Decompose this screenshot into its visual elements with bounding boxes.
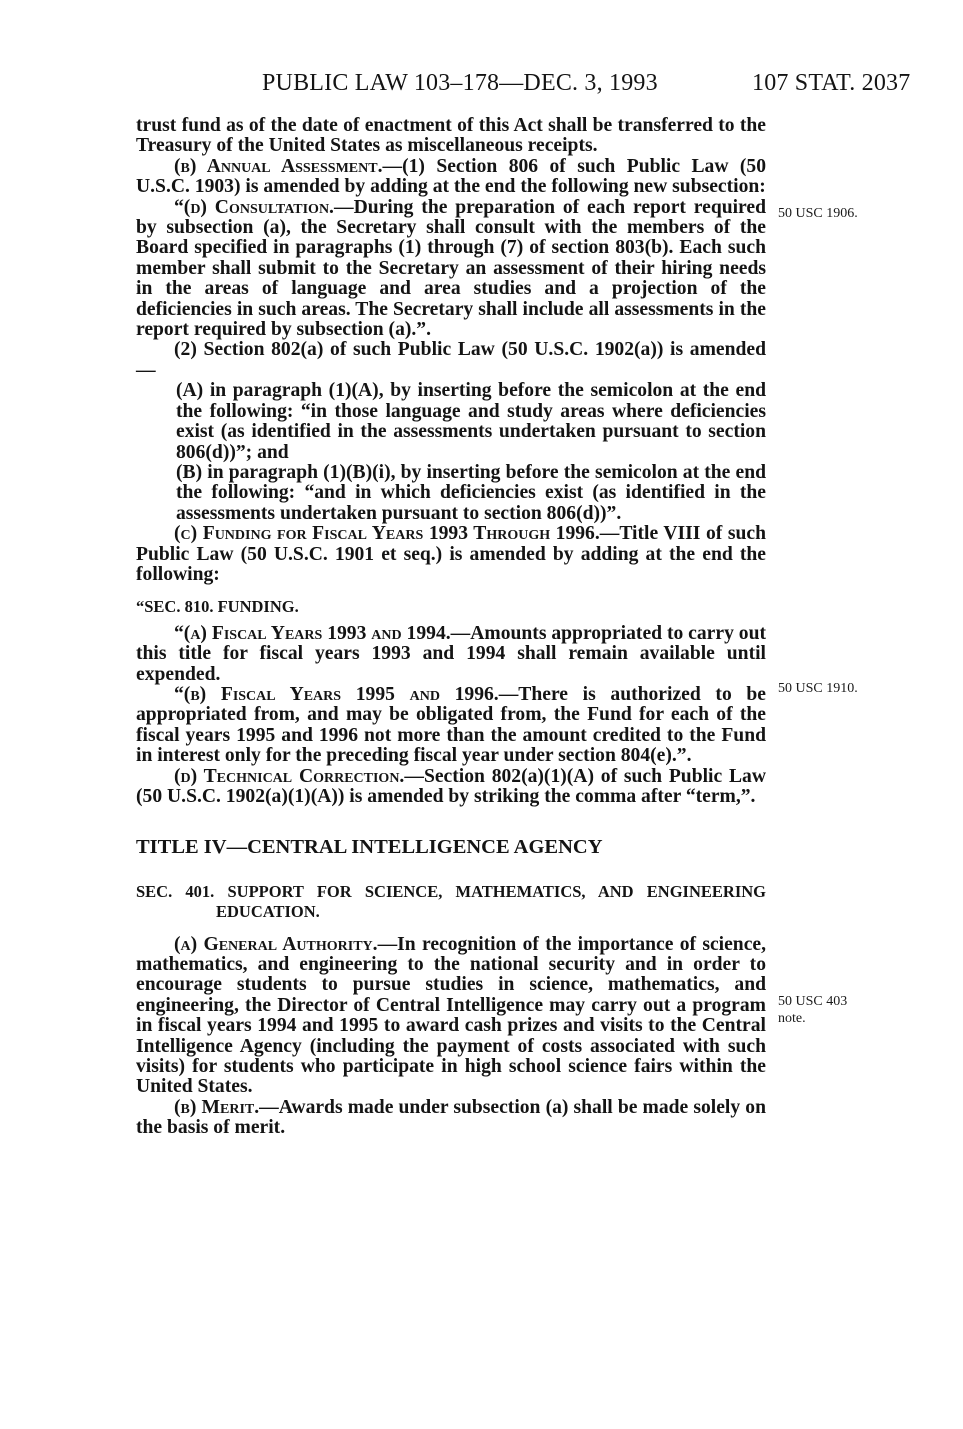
heading-general-authority: (a) General Authority.	[174, 933, 378, 955]
paragraph-section-802a: (2) Section 802(a) of such Public Law (50 U.S.C. 1902(a)) is amended—	[136, 339, 766, 381]
text-consultation: —During the preparation of each report required by subsection (a), the Secretary shall consult with the members of the Board specified in paragraphs (1) through (7) of section 803(b). Each such member shall submit to the Secretary an assessment of their hiring needs in the areas of language and area studies and a projection of the deficiencies in such areas. The Secretary shall include all assessments in the report required by subsection (a).”.	[136, 196, 766, 341]
paragraph-general-authority	[136, 935, 766, 1098]
text-merit: —Awards made under subsection (a) shall be made solely on the basis of merit.	[136, 1096, 766, 1139]
margin-note-line-2: note.	[778, 1011, 806, 1026]
paragraph-fiscal-1993-1994	[136, 624, 766, 685]
section-810-heading: “SEC. 810. FUNDING.	[136, 597, 299, 617]
heading-funding-fiscal-years: (c) Funding for Fiscal Years 1993 Through 1996.	[174, 523, 600, 545]
text-clause-b: (B) in paragraph (1)(B)(i), by inserting before the semicolon at the end the following: “and in which deficiencies exist (as identified in the assessments undertaken pursuant to section 806(d))”.	[176, 461, 766, 524]
margin-note-50-usc-1906: 50 USC 1906.	[778, 206, 858, 221]
paragraph-merit	[136, 1098, 766, 1139]
text-technical-correction: —Section 802(a)(1)(A) of such Public Law (50 U.S.C. 1902(a)(1)(A)) is amended by striking the comma after “term,”.	[136, 765, 766, 807]
paragraph-funding-fiscal-years	[136, 524, 766, 585]
heading-technical-correction: (d) Technical Correction.	[174, 765, 405, 787]
text-annual-assessment: —(1) Section 806 of such Public Law (50 U.S.C. 1903) is amended by adding at the end the following new subsection:	[136, 155, 767, 198]
paragraph-clause-b	[176, 463, 766, 524]
margin-note-line-1: 50 USC 403	[778, 994, 848, 1009]
heading-consultation: “(d) Consultation.	[174, 196, 334, 218]
body-text-column	[136, 116, 766, 1139]
heading-fiscal-1995-1996: “(b) Fiscal Years 1995 and 1996.	[174, 683, 499, 705]
title-iv-heading: TITLE IV—CENTRAL INTELLIGENCE AGENCY	[136, 836, 603, 859]
margin-note-50-usc-403-note	[778, 993, 847, 1027]
running-header-stat-page: 107 STAT. 2037	[752, 70, 911, 96]
paragraph-consultation	[136, 198, 766, 341]
heading-merit: (b) Merit.	[174, 1096, 260, 1118]
paragraph-trust-fund: trust fund as of the date of enactment of this Act shall be transferred to the Treasury of the United States as miscellaneous receipts.	[136, 115, 766, 157]
running-header-title: PUBLIC LAW 103–178—DEC. 3, 1993	[262, 70, 658, 96]
text-clause-a: (A) in paragraph (1)(A), by inserting before the semicolon at the end the following: “in those language and study areas where deficiencies exist (as identified in the assessments undertaken pursuant to section 806(d))”; and	[176, 380, 766, 463]
paragraph-clause-a	[176, 381, 766, 463]
text-fiscal-1993-1994: —Amounts appropriated to carry out this title for fiscal years 1993 and 1994 shall remain available until expended.	[136, 622, 766, 685]
paragraph-technical-correction	[136, 767, 766, 808]
heading-annual-assessment: (b) Annual Assessment.	[174, 155, 383, 177]
paragraph-annual-assessment	[136, 157, 766, 198]
heading-fiscal-1993-1994: “(a) Fiscal Years 1993 and 1994.	[174, 622, 451, 644]
text-general-authority: —In recognition of the importance of science, mathematics, and engineering to the national security and in order to encourage students to pursue studies in science, mathematics, and engineering, the Director of Central Intelligence may carry out a program in fiscal years 1994 and 1995 to award cash prizes and visits to the Central Intelligence Agency (including the payment of costs associated with such visits) for students who participate in high school science fairs within the United States.	[136, 933, 766, 1098]
text-funding-fiscal-years: —Title VIII of such Public Law (50 U.S.C. 1901 et seq.) is amended by adding at the end the following:	[136, 523, 766, 585]
paragraph-fiscal-1995-1996	[136, 685, 766, 767]
margin-note-50-usc-1910: 50 USC 1910.	[778, 681, 858, 696]
section-401-heading: SEC. 401. SUPPORT FOR SCIENCE, MATHEMATICS, AND ENGINEERING EDUCATION.	[136, 881, 766, 922]
text-fiscal-1995-1996: —There is authorized to be appropriated from, and may be obligated from, the Fund for each of the fiscal years 1995 and 1996 not more than the amount credited to the Fund in interest only for the preceding fiscal year under section 804(e).”.	[136, 683, 767, 767]
